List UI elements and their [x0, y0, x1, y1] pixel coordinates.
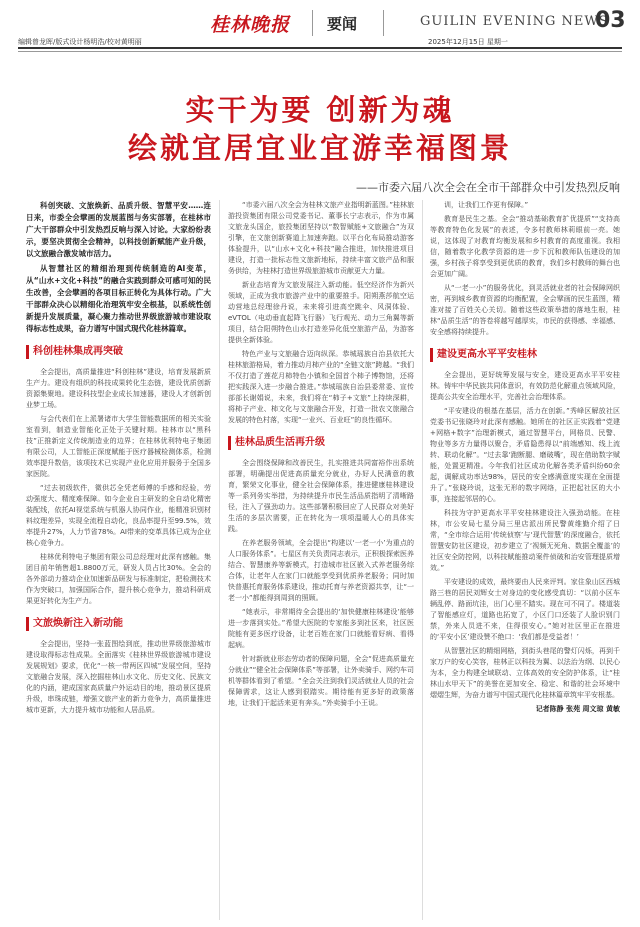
subheading-pingan: 建设更高水平平安桂林	[430, 348, 620, 362]
article-column-3	[430, 200, 620, 715]
column-divider	[422, 200, 423, 920]
body-paragraph: “市委六届八次全会为桂林文旅产业指明新蓝图。”桂林旅游投资集团有限公司党委书记、董事长宁志表示，作为市属文旅龙头国企，旅投集团坚持以“数智赋能+文旅融合”为双引擎，在文旅创新赛道上加速奔跑。以平台化布局推动游客体验提升，以“山水+文化+科技”融合推进，加快推进项目建设，打造一批标志性文旅新地标，持续丰富文旅产品和服务供给，为桂林打造世界级旅游城市贡献更大力量。	[228, 201, 414, 275]
body-paragraph: 从智慧社区的精细网格，到街头巷尾的警灯闪烁，再到千家万户的安心笑容，桂林正以科技为翼、以法治为纲、以民心为本，全力构建全域联动、立体高效的安全防护体系，让“桂林山水甲天下”的美誉在更加安全、稳定、和谐的社会环境中熠熠生辉，为奋力谱写中国式现代化桂林篇章筑牢平安根基。	[430, 647, 620, 699]
subheading-pinzhi: 桂林品质生活再升级	[228, 436, 414, 450]
brand-row	[200, 8, 626, 36]
headline-subtitle: ——市委六届八次全会在全市干部群众中引发热烈反响	[356, 181, 620, 194]
lead-text: 科创突破、文旅焕新、品质升级、智慧平安……连日来，市委全会擘画的发展蓝图与务实部署，在桂林市广大干部群众中引发热烈反响与深入讨论。大家纷纷表示，要坚决贯彻全会精神，以科技创新赋能产业升级，以文旅融合激发城市活力。	[26, 201, 211, 258]
headline-line-2: 绘就宜居宜业宜游幸福图景	[127, 131, 512, 165]
lead-text-2: 从智慧社区的精细治理到传统制造的AI变革，从“山水+文化+科技”的融合实践到群众可感可知的民生改善，全会擘画的各项目标正转化为具体行动。广大干部群众决心以精细化治理筑牢安全根基，以系统性创新提升发展质量，凝心聚力推动世界级旅游城市建设取得标志性成果，奋力谱写中国式现代化桂林篇章。	[26, 264, 211, 333]
subheading-keji: 科创桂林集成再突破	[26, 345, 211, 359]
article-column-1	[26, 200, 211, 719]
issue-date: 2025年12月15日 星期一	[428, 38, 508, 46]
masthead-rule-thin	[18, 51, 622, 52]
body-paragraph: 全会提出，高质量推进“科创桂林”建设，培育发展新质生产力。建设有组织的科技成果转化生态链，建设优质创新资源集聚地。建设科技型企业成长加速器，建设人才创新创业梦工场。	[26, 368, 211, 409]
body-paragraph: 全会提出，坚持一张蓝图绘到底，推动世界级旅游城市建设取得标志性成果。全面落实《桂林世界级旅游城市建设发展规划》要求，优化“一核一带两区四城”发展空间，坚持文旅融合发展，深入挖掘桂林山水文化、历史文化、民族文化的内涵，建成国家高质量户外运动目的地，推动景区提质升级，串珠成链，增强文旅产业的新力竞争力，高质量推进城市更新，大力提升城市功能和人居品质。	[26, 640, 211, 714]
editor-credits: 编辑曾龙晖/版式设计杨明浩/校对黄明丽	[18, 38, 142, 46]
page-number: 03	[595, 8, 626, 33]
body-paragraph: 新业态培育为文旅发展注入新动能。低空经济作为新兴领域，正成为我市旅游产业中的重要推手。阳朔燕莎航空运动营地总经理徐丹说，未来将引进高空跳伞、风洞体验、eVTOL（电动垂直起降飞行器）飞行观光、动力三角翼等新项目，结合阳朔特色山水打造差异化低空旅游产品，为游客提供全新体验。	[228, 281, 414, 344]
body-paragraph: 与会代表们在上派署诸市大学生智能数据所的相关实验室看到，制造业智能化正处于关键时期。桂林市以“黑科技”正推新定义传统制造业的边界；在桂林优利特电子集团有限公司，人工智能正深度赋能于医疗器械检测体系，检测效率提升数倍，该项技术已实现产业化应用并服务于全国多家医院。	[26, 415, 211, 478]
body-paragraph: “过去初级软件，微供芯全凭老师傅的手感和经验，劳动强度大、精度难保障。如今企业自主研发的全自动化精密装配线，依托AI视觉系统与机器人协同作业，能精准识别材料纹理差异，实现全流程自动化，良品率提升至99.5%，效率提升27%，人力节省78%。AI带来的变革具体已成为企业核心竞争力。	[26, 484, 211, 547]
body-paragraph: 全会提出，更好统筹发展与安全，建设更高水平平安桂林。铸牢中华民族共同体意识，有效防范化解重点领域风险，提高公共安全治理水平，完善社会治理体系。	[430, 371, 620, 401]
body-paragraph: “她表示，非常期待全会提出的‘加快健康桂林建设’能够进一步落到实处。”希望大医院的专家能多到社区来，社区医院能有更多医疗设备，让老百姓在家门口就能看好病、看得起病。	[228, 608, 414, 649]
body-paragraph: 在养老服务领域，全会提出“构建以‘一老一小’为重点的人口服务体系”。七星区有关负责同志表示，正积极探索医养结合、智慧康养等新模式，打造城市社区嵌入式养老服务综合体，让老年人在家门口就能享受到优质养老服务；同时加快普惠托育服务体系建设，推动托育与养老资源共享，让“一老一小”都能得到周到的照顾。	[228, 539, 414, 602]
body-paragraph: 科技为守护更高水平平安桂林建设注入强劲动能。在桂林，市公安局七星分局三里店派出所民警黄维勤介绍了日常，“全市综合运用‘传统侦察’与‘现代智慧’的深度融合，依托智慧安防社区建设，初步建立了‘视频无死角、数据全覆盖’的社区安全防控网，以科技赋能推动案件侦破和治安管理提质增效。”	[430, 509, 620, 572]
lead-paragraph	[26, 200, 211, 335]
body-paragraph: 训，让我们工作更有保障。”	[444, 201, 529, 209]
body-paragraph: 桂林优利特电子集团有限公司总经理对此深有感触。集团目前年销售超1.8800万元，研发人员占比30%。全会的各外部动力推动企业加速新品研发与标准制定，把检测技术作为突破口，加强国际合作，提升核心竞争力，推动科研成果更好转化为生产力。	[26, 553, 211, 605]
body-paragraph: 全会围绕保障和改善民生，扎实推进共同富裕作出系统部署，明确提出促进高质量充分就业，办好人民满意的教育，繁荣文化事业，健全社会保障体系，推进健康桂林建设等一系列务实举措，为持续提升市民生活品质指明了清晰路径，注入了强劲动力。这些部署积极回应了人民群众对美好生活的多层次需要，正在转化为一项项温暖人心的具体实践。	[228, 459, 414, 533]
body-paragraph: 平安建设的成效，最终要由人民来评判。家住象山区西城路三巷的居民刘辉女士对身边的变化感受真切：“以前小区车辆乱停、路面坑洼，出门心里不踏实。现在可不同了。楼道装了智能感应灯，道路也拓宽了，小区门口还装了人脸识别门禁，外来人员进不来，住得很安心。”她对社区里正在推进的‘平安小区’建设赞不绝口：‘我们都是受益者！’	[430, 578, 620, 641]
body-paragraph: “平安建设的根基在基层，活力在创新。”秀峰区解放社区党委书记张晓玲对此深有感触。她所在的社区正实践着“党建+网格+数字”治理新模式，通过智慧平台，网格员、民警、物业等多方力量得以聚合，矛盾隐患得以“前端感知、线上流转、联动化解”。“过去靠‘跑断腿、磨破嘴’，现在借助数字赋能，处置更精准。今年我们社区成功化解各类矛盾纠纷60余起，调解成功率达98%，居民的安全感满意度实现在全面提升了。”张晓玲说，这张无形的数字网络，正把起社区的大小事，连接起邻居的心。	[430, 407, 620, 503]
byline: 记者陈静 张苑 周文琼 黄敏	[535, 705, 620, 713]
body-paragraph: 特色产业与文旅融合迈向纵深。恭城瑶族自治县依托大桂林旅游格局，着力推动月柿产业的“全链文旅”跨越。“我们不仅打造了莲花月柿特色小镇和全国首个柿子博物馆，还将把实践深入进一步融合推进。”恭城瑶族自治县委常委、宣传部部长谢娟说，未来，我们将在“柿子+文旅”上持续深耕，将柿子产业、柿文化与文旅融合开发，打造一批农文旅融合发展的特色村落，实现“一业兴、百业旺”的良性循环。	[228, 350, 414, 424]
section-box	[312, 10, 384, 36]
newspaper-logo: 桂林晚报	[210, 14, 291, 36]
masthead	[0, 0, 640, 58]
body-paragraph: 从“一老一小”的服务优化，到灵活就业者的社会保障网织密，再到城乡教育资源的均衡配置，全会擘画的民生蓝图，精准对接了百姓关心关切。随着这些政策举措的落地生根，桂林“品质生活”的答卷将越写越厚实，市民的获得感、幸福感、安全感将持续提升。	[430, 284, 620, 336]
masthead-rule	[18, 47, 622, 49]
section-name: 要闻	[327, 15, 358, 33]
column-divider	[219, 200, 220, 920]
body-paragraph: 教育是民生之基。全会“推动基础教育扩优提质”“支持高等教育特色化发展”的表述，令多村教师林莉眼前一亮。她说，这体现了对教育均衡发展和乡村教育的高度重视。我相信，随着数字化教学资源的进一步下沉和教师队伍建设的加强，乡村孩子将享受到更优质的教育，我们乡村教师的舞台也会更加广阔。	[430, 215, 620, 278]
body-paragraph: 针对新就业形态劳动者的保障问题，全会“促进高质量充分就业”“健全社会保障体系”等部署，让外卖骑手、网约车司机等群体看到了希望。“全会关注到我们灵活就业人员的社会保障需求，这让人感到很踏实。期待能有更多好的政策落地，让我们干起活来更有奔头。”外卖骑手小王说。	[228, 655, 414, 707]
subheading-wenlv: 文旅焕新注入新动能	[26, 617, 211, 631]
headline-line-1: 实干为要 创新为魂	[185, 93, 455, 127]
article-column-2	[228, 200, 414, 712]
english-name: GUILIN EVENING NEWS	[420, 14, 609, 29]
